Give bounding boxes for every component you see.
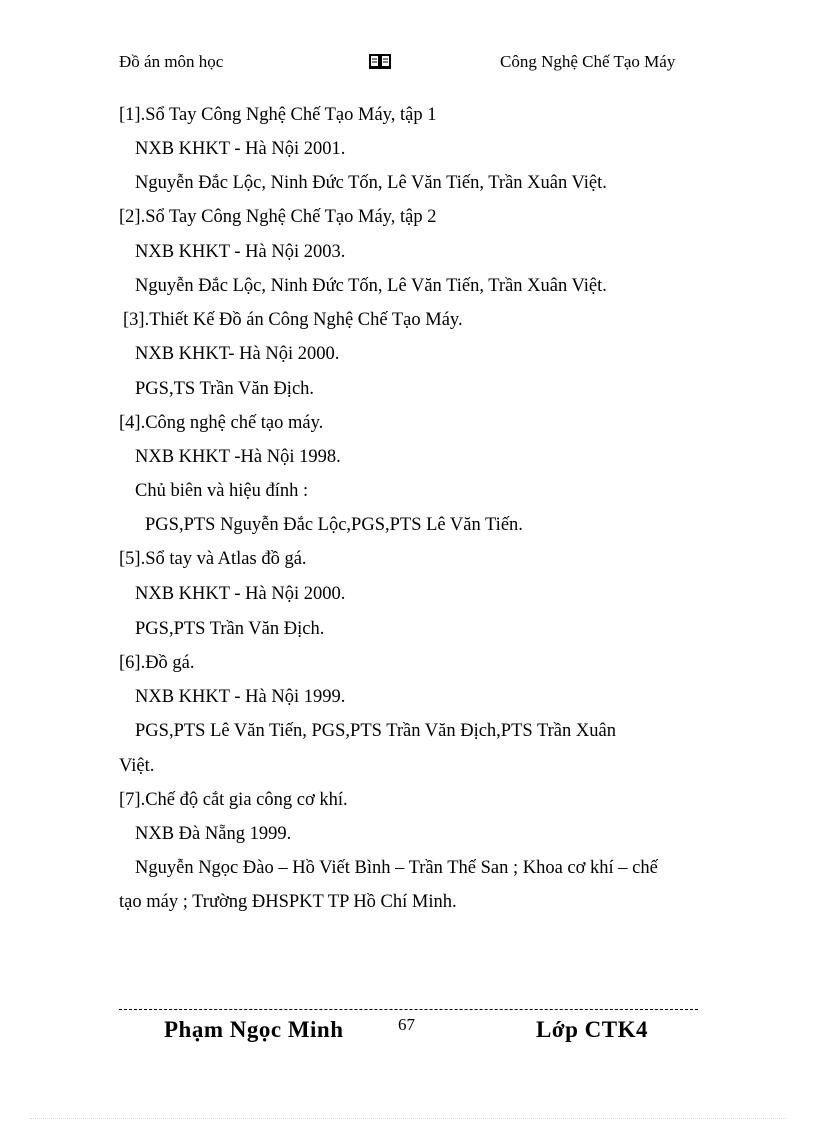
reference-publisher: NXB KHKT - Hà Nội 1999.: [135, 687, 346, 707]
reference-authors-continued: tạo máy ; Trường ĐHSPKT TP Hồ Chí Minh.: [119, 892, 457, 912]
book-icon: [369, 53, 391, 69]
reference-title: [5].Sổ tay và Atlas đồ gá.: [119, 549, 307, 569]
reference-publisher: NXB Đà Nẵng 1999.: [135, 824, 292, 844]
footer-author: Phạm Ngọc Minh: [164, 1017, 344, 1042]
page-bottom-edge: [30, 1118, 786, 1119]
reference-publisher: NXB KHKT - Hà Nội 2003.: [135, 242, 346, 262]
reference-authors: PGS,PTS Lê Văn Tiến, PGS,PTS Trần Văn Địch,PTS Trần Xuân: [135, 721, 616, 741]
reference-title: [3].Thiết Kế Đồ án Công Nghệ Chế Tạo Máy.: [123, 310, 463, 330]
reference-authors: PGS,PTS Trần Văn Địch.: [135, 619, 325, 639]
footer-class: Lớp CTK4: [536, 1017, 648, 1042]
reference-authors-continued: Việt.: [119, 756, 155, 776]
reference-publisher: NXB KHKT - Hà Nội 2001.: [135, 139, 346, 159]
reference-publisher: NXB KHKT - Hà Nội 2000.: [135, 584, 346, 604]
reference-editor-label: Chủ biên và hiệu đính :: [135, 481, 309, 501]
reference-authors: PGS,TS Trần Văn Địch.: [135, 379, 315, 399]
reference-title: [1].Sổ Tay Công Nghệ Chế Tạo Máy, tập 1: [119, 105, 437, 125]
reference-title: [7].Chế độ cắt gia công cơ khí.: [119, 790, 348, 810]
reference-title: [2].Sổ Tay Công Nghệ Chế Tạo Máy, tập 2: [119, 207, 437, 227]
header-course-title: Đồ án môn học: [119, 52, 224, 71]
reference-title: [6].Đồ gá.: [119, 653, 195, 673]
reference-authors: Nguyễn Ngọc Đào – Hồ Viết Bình – Trần Thế San ; Khoa cơ khí – chế: [135, 858, 658, 878]
reference-authors: Nguyễn Đắc Lộc, Ninh Đức Tốn, Lê Văn Tiến, Trần Xuân Việt.: [135, 276, 607, 296]
reference-publisher: NXB KHKT -Hà Nội 1998.: [135, 447, 341, 467]
header-subject-title: Công Nghệ Chế Tạo Máy: [500, 52, 676, 71]
reference-title: [4].Công nghệ chế tạo máy.: [119, 413, 324, 433]
page-number: 67: [398, 1015, 415, 1034]
reference-authors: Nguyễn Đắc Lộc, Ninh Đức Tốn, Lê Văn Tiến, Trần Xuân Việt.: [135, 173, 607, 193]
reference-publisher: NXB KHKT- Hà Nội 2000.: [135, 344, 340, 364]
reference-authors: PGS,PTS Nguyễn Đắc Lộc,PGS,PTS Lê Văn Tiến.: [145, 515, 523, 535]
footer-divider: [119, 1009, 698, 1010]
